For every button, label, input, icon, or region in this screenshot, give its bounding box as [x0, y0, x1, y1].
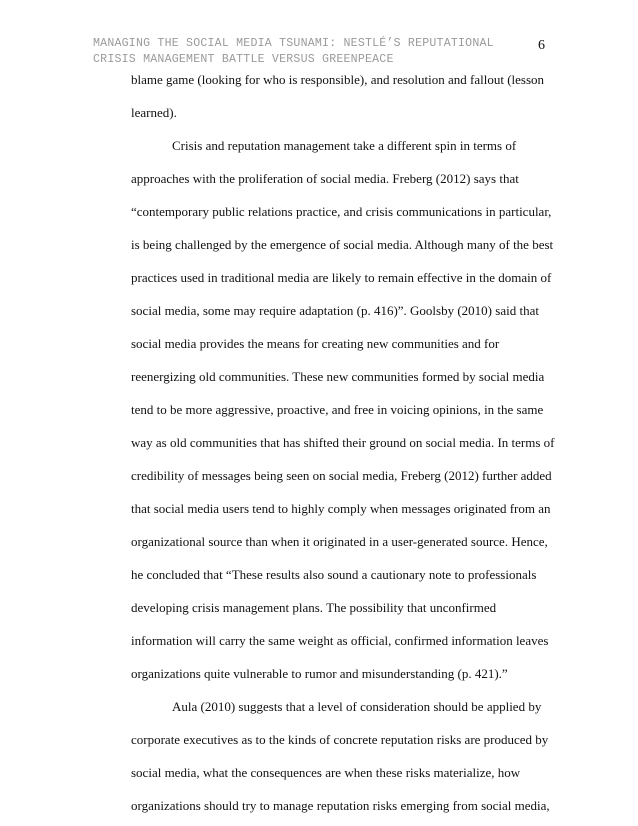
body-line: tend to be more aggressive, proactive, and free in voicing opinions, in the same — [131, 402, 544, 417]
body-line: that social media users tend to highly comply when messages originated from an — [131, 501, 551, 516]
body-line: information will carry the same weight as official, confirmed information leaves — [131, 633, 549, 648]
body-line: social media, some may require adaptation (p. 416)”. Goolsby (2010) said that — [131, 303, 539, 318]
body-line: organizational source than when it originated in a user-generated source. Hence, — [131, 534, 548, 549]
body-line: approaches with the proliferation of social media. Freberg (2012) says that — [131, 171, 519, 186]
body-line: he concluded that “These results also sound a cautionary note to professionals — [131, 567, 537, 582]
body-line: credibility of messages being seen on social media, Freberg (2012) further added — [131, 468, 552, 483]
paragraph-start-line: Crisis and reputation management take a different spin in terms of — [172, 138, 517, 153]
page-number: 6 — [538, 38, 545, 53]
body-line: blame game (looking for who is responsible), and resolution and fallout (lesson — [131, 72, 545, 87]
running-head-line-2: CRISIS MANAGEMENT BATTLE VERSUS GREENPEACE — [93, 53, 394, 66]
body-line: “contemporary public relations practice, and crisis communications in particular, — [131, 204, 552, 219]
body-line: social media provides the means for creating new communities and for — [131, 336, 500, 351]
body-line: organizations quite vulnerable to rumor and misunderstanding (p. 421).” — [131, 666, 508, 681]
body-line: corporate executives as to the kinds of concrete reputation risks are produced by — [131, 732, 549, 747]
body-line: is being challenged by the emergence of social media. Although many of the best — [131, 237, 554, 252]
body-line: practices used in traditional media are likely to remain effective in the domain of — [131, 270, 552, 285]
body-line: reenergizing old communities. These new communities formed by social media — [131, 369, 545, 384]
body-line: way as old communities that has shifted their ground on social media. In terms of — [131, 435, 555, 450]
body-line: learned). — [131, 105, 177, 120]
body-line: developing crisis management plans. The possibility that unconfirmed — [131, 600, 497, 615]
running-head-line-1: MANAGING THE SOCIAL MEDIA TSUNAMI: NESTLÉ’S REPUTATIONAL — [93, 37, 494, 50]
body-line: organizations should try to manage reputation risks emerging from social media, — [131, 798, 550, 813]
running-head — [93, 36, 533, 68]
body-line: social media, what the consequences are when these risks materialize, how — [131, 765, 521, 780]
paragraph-start-line: Aula (2010) suggests that a level of consideration should be applied by — [172, 699, 542, 714]
